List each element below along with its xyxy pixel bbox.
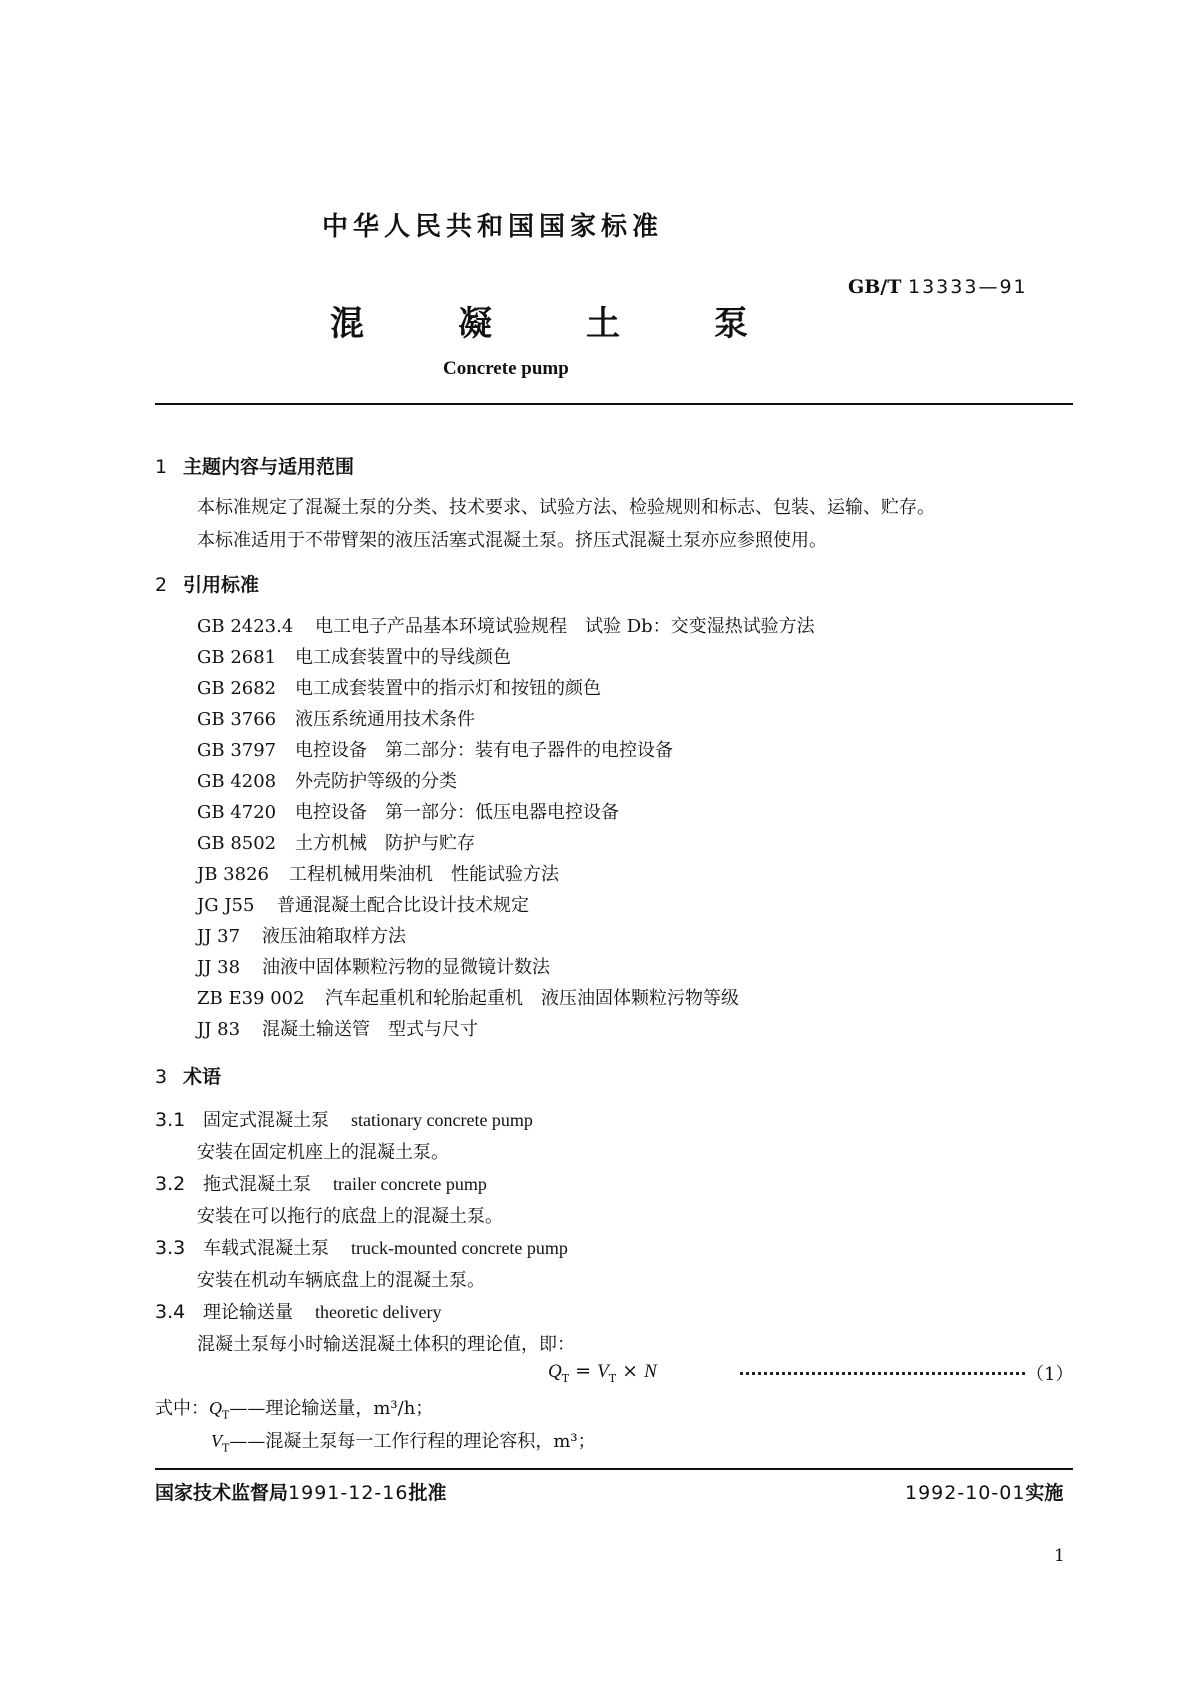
reference-code: JB 3826 bbox=[197, 864, 269, 885]
formula-symbol: Q bbox=[548, 1361, 562, 1382]
reference-item bbox=[197, 922, 406, 948]
reference-item bbox=[197, 705, 475, 731]
term-en: theoretic delivery bbox=[315, 1302, 442, 1322]
term-number: 3.2 bbox=[155, 1173, 186, 1195]
document-title-en: Concrete pump bbox=[443, 358, 569, 379]
section-number: 1 bbox=[155, 456, 168, 478]
term-number: 3.3 bbox=[155, 1237, 186, 1259]
approval-date: 1991-12-16 bbox=[288, 1482, 409, 1504]
reference-text: 普通混凝土配合比设计技术规定 bbox=[277, 895, 529, 916]
where-description: ——混凝土泵每一工作行程的理论容积，m³； bbox=[229, 1431, 596, 1452]
term-cn: 固定式混凝土泵 bbox=[203, 1110, 329, 1131]
formula-number: （1） bbox=[1026, 1364, 1074, 1385]
section-title: 主题内容与适用范围 bbox=[183, 456, 355, 478]
term-heading bbox=[155, 1298, 441, 1324]
document-title-cn bbox=[330, 296, 842, 345]
reference-code: ZB E39 002 bbox=[197, 988, 305, 1009]
reference-item bbox=[197, 767, 457, 793]
reference-text: 外壳防护等级的分类 bbox=[295, 771, 457, 792]
reference-item bbox=[197, 984, 739, 1010]
term-cn: 拖式混凝土泵 bbox=[203, 1174, 311, 1195]
page-number: 1 bbox=[1054, 1546, 1065, 1566]
implementation-date: 1992-10-01 bbox=[905, 1482, 1026, 1504]
reference-code: GB 3766 bbox=[197, 709, 277, 730]
title-char: 土 bbox=[586, 304, 620, 344]
reference-item bbox=[197, 736, 673, 762]
reference-code: JJ 38 bbox=[197, 957, 241, 978]
reference-code: GB 2682 bbox=[197, 678, 277, 699]
term-number: 3.4 bbox=[155, 1301, 186, 1323]
term-en: trailer concrete pump bbox=[333, 1174, 487, 1194]
implementation-suffix: 实施 bbox=[1025, 1482, 1064, 1504]
formula: $Q_T = V_T \times N$ bbox=[548, 1360, 657, 1385]
term-en: stationary concrete pump bbox=[351, 1110, 533, 1130]
reference-text: 油液中固体颗粒污物的显微镜计数法 bbox=[262, 957, 550, 978]
section-number: 3 bbox=[155, 1066, 168, 1088]
reference-code: GB 2681 bbox=[197, 647, 277, 668]
reference-text: 混凝土输送管 型式与尺寸 bbox=[262, 1019, 478, 1040]
reference-code: JJ 37 bbox=[197, 926, 241, 947]
term-number: 3.1 bbox=[155, 1109, 186, 1131]
reference-code: GB 8502 bbox=[197, 833, 277, 854]
section-3-heading bbox=[155, 1062, 221, 1089]
reference-item bbox=[197, 829, 475, 855]
reference-item bbox=[197, 891, 529, 917]
reference-item bbox=[197, 953, 550, 979]
section-title: 术语 bbox=[183, 1066, 222, 1088]
reference-text: 汽车起重机和轮胎起重机 液压油固体颗粒污物等级 bbox=[325, 988, 739, 1009]
reference-code: GB 3797 bbox=[197, 740, 277, 761]
reference-text: 电工成套装置中的导线颜色 bbox=[295, 647, 511, 668]
reference-item bbox=[197, 1015, 478, 1041]
reference-text: 土方机械 防护与贮存 bbox=[295, 833, 475, 854]
reference-text: 电工电子产品基本环境试验规程 试验 Db：交变湿热试验方法 bbox=[315, 616, 815, 637]
reference-code: JJ 83 bbox=[197, 1019, 241, 1040]
title-char: 凝 bbox=[458, 304, 492, 344]
section-1-heading bbox=[155, 452, 354, 479]
implementation-line bbox=[905, 1478, 1063, 1505]
where-line bbox=[211, 1427, 596, 1455]
reference-item bbox=[197, 643, 511, 669]
standard-code-number: 13333—91 bbox=[908, 276, 1028, 298]
standard-code-prefix: GB/T bbox=[848, 276, 902, 298]
reference-code: JG J55 bbox=[197, 895, 255, 916]
approval-suffix: 批准 bbox=[408, 1482, 447, 1504]
approval-line bbox=[155, 1478, 446, 1505]
section-1-paragraph: 本标准适用于不带臂架的液压活塞式混凝土泵。挤压式混凝土泵亦应参照使用。 bbox=[197, 530, 827, 551]
approval-org: 国家技术监督局 bbox=[155, 1482, 289, 1504]
where-description: ——理论输送量，m³/h； bbox=[229, 1398, 434, 1419]
formula-symbol: N bbox=[644, 1361, 657, 1382]
section-number: 2 bbox=[155, 574, 168, 596]
where-symbol: V bbox=[211, 1431, 222, 1451]
reference-code: GB 4720 bbox=[197, 802, 277, 823]
where-subscript: T bbox=[222, 1441, 230, 1455]
reference-item bbox=[197, 612, 815, 638]
formula-operator: × bbox=[622, 1360, 639, 1382]
reference-item bbox=[197, 860, 559, 886]
term-heading bbox=[155, 1106, 533, 1132]
reference-text: 液压油箱取样方法 bbox=[262, 926, 406, 947]
section-1-paragraph: 本标准规定了混凝土泵的分类、技术要求、试验方法、检验规则和标志、包装、运输、贮存。 bbox=[197, 497, 935, 518]
standard-code bbox=[848, 276, 1028, 298]
where-subscript: T bbox=[222, 1408, 230, 1422]
reference-text: 电工成套装置中的指示灯和按钮的颜色 bbox=[295, 678, 601, 699]
term-en: truck-mounted concrete pump bbox=[351, 1238, 568, 1258]
term-heading bbox=[155, 1234, 568, 1260]
reference-text: 液压系统通用技术条件 bbox=[295, 709, 475, 730]
term-cn: 理论输送量 bbox=[203, 1302, 293, 1323]
formula-leader-dots bbox=[740, 1352, 1025, 1375]
footer-divider bbox=[155, 1468, 1073, 1470]
reference-code: GB 4208 bbox=[197, 771, 277, 792]
term-definition: 混凝土泵每小时输送混凝土体积的理论值，即： bbox=[197, 1334, 575, 1355]
reference-text: 工程机械用柴油机 性能试验方法 bbox=[289, 864, 559, 885]
where-line bbox=[155, 1394, 433, 1422]
term-heading bbox=[155, 1170, 487, 1196]
standard-org-title: 中华人民共和国国家标准 bbox=[322, 212, 664, 242]
term-definition: 安装在固定机座上的混凝土泵。 bbox=[197, 1142, 449, 1163]
reference-text: 电控设备 第二部分：装有电子器件的电控设备 bbox=[295, 740, 673, 761]
reference-text: 电控设备 第一部分：低压电器电控设备 bbox=[295, 802, 619, 823]
formula-subscript: T bbox=[561, 1371, 570, 1385]
term-definition: 安装在机动车辆底盘上的混凝土泵。 bbox=[197, 1270, 485, 1291]
where-prefix: 式中： bbox=[155, 1398, 209, 1419]
formula-subscript: T bbox=[608, 1371, 617, 1385]
where-symbol: Q bbox=[209, 1398, 222, 1418]
section-title: 引用标准 bbox=[183, 574, 260, 596]
title-char: 混 bbox=[330, 304, 364, 344]
section-2-heading bbox=[155, 570, 259, 597]
title-char: 泵 bbox=[714, 304, 748, 344]
term-cn: 车载式混凝土泵 bbox=[203, 1238, 329, 1259]
formula-symbol: V bbox=[597, 1361, 609, 1382]
term-definition: 安装在可以拖行的底盘上的混凝土泵。 bbox=[197, 1206, 503, 1227]
reference-code: GB 2423.4 bbox=[197, 616, 294, 637]
reference-item bbox=[197, 674, 601, 700]
reference-item bbox=[197, 798, 619, 824]
header-divider bbox=[155, 403, 1073, 405]
